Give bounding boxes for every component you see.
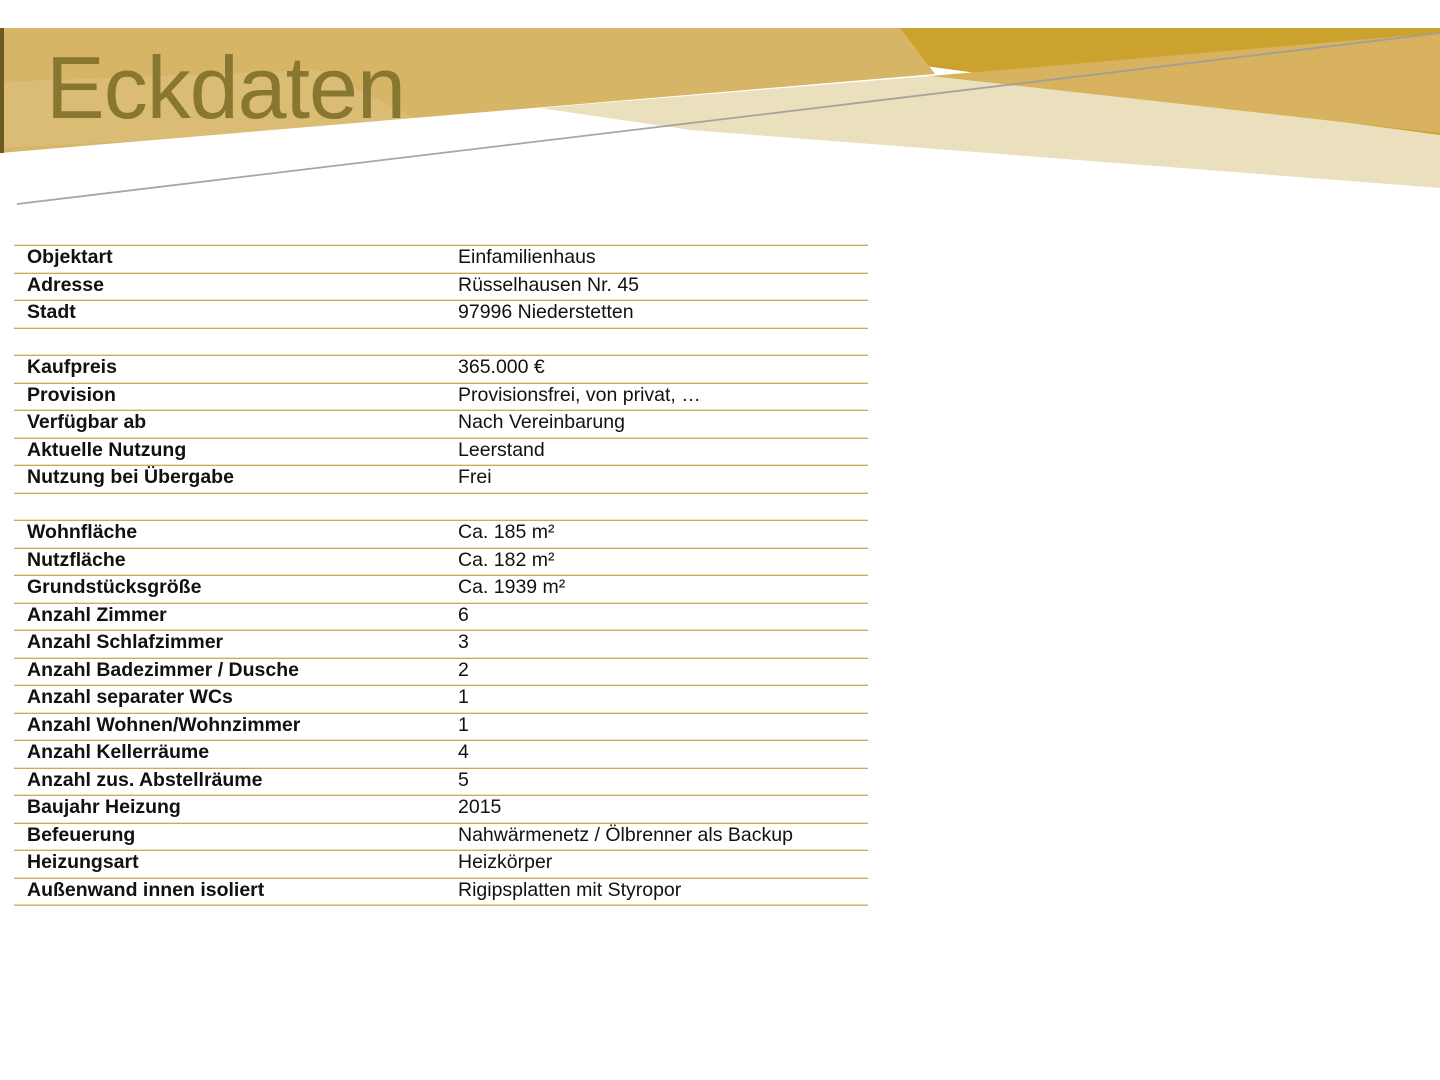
table-spacer-row (14, 327, 868, 355)
row-label: Anzahl zus. Abstellräume (27, 768, 263, 791)
row-value: 2 (458, 658, 469, 681)
row-label: Provision (27, 383, 116, 406)
row-label: Kaufpreis (27, 356, 117, 379)
table-row (14, 877, 868, 905)
table-row (14, 382, 868, 410)
table-row (14, 272, 868, 300)
row-value: Nach Vereinbarung (458, 411, 625, 434)
table-row (14, 739, 868, 767)
table-row (14, 684, 868, 712)
table-row (14, 299, 868, 327)
row-value: 6 (458, 603, 469, 626)
table-row (14, 849, 868, 877)
row-label: Heizungsart (27, 851, 139, 874)
table-spacer-row (14, 492, 868, 520)
table-row (14, 437, 868, 465)
row-label: Befeuerung (27, 823, 136, 846)
row-value: Heizkörper (458, 851, 553, 874)
row-value: 3 (458, 631, 469, 654)
row-value: 97996 Niederstetten (458, 301, 634, 324)
table-row (14, 547, 868, 575)
row-label: Baujahr Heizung (27, 796, 181, 819)
row-label: Anzahl Zimmer (27, 603, 167, 626)
row-label: Anzahl Kellerräume (27, 741, 210, 764)
table-row (14, 602, 868, 630)
slide-title: Eckdaten (46, 38, 405, 137)
table-row (14, 354, 868, 382)
row-value: Provisionsfrei, von privat, … (458, 383, 701, 406)
row-label: Grundstücksgröße (27, 576, 202, 599)
table-row (14, 712, 868, 740)
row-label: Nutzung bei Übergabe (27, 466, 234, 489)
row-value: 1 (458, 713, 469, 736)
table-row (14, 822, 868, 850)
row-value: Ca. 182 m² (458, 548, 555, 571)
row-value: 5 (458, 768, 469, 791)
row-label: Anzahl separater WCs (27, 686, 233, 709)
row-value: Leerstand (458, 438, 545, 461)
row-label: Anzahl Schlafzimmer (27, 631, 224, 654)
row-label: Anzahl Badezimmer / Dusche (27, 658, 299, 681)
row-value: Ca. 185 m² (458, 521, 555, 544)
row-label: Nutzfläche (27, 548, 126, 571)
left-edge-sliver-shape (0, 28, 4, 153)
table-row (14, 244, 868, 272)
row-value: Einfamilienhaus (458, 246, 596, 269)
table-row (14, 574, 868, 602)
row-label: Verfügbar ab (27, 411, 147, 434)
row-label: Außenwand innen isoliert (27, 878, 265, 901)
table-row (14, 657, 868, 685)
row-label: Objektart (27, 246, 113, 269)
row-value: Rigipsplatten mit Styropor (458, 878, 682, 901)
row-value: Frei (458, 466, 492, 489)
table-row (14, 519, 868, 547)
row-value: 2015 (458, 796, 502, 819)
table-row (14, 409, 868, 437)
row-value: 1 (458, 686, 469, 709)
row-value: Nahwärmenetz / Ölbrenner als Backup (458, 823, 793, 846)
table-row (14, 794, 868, 822)
row-value: Ca. 1939 m² (458, 576, 566, 599)
row-label: Wohnfläche (27, 521, 138, 544)
row-label: Adresse (27, 273, 104, 296)
key-facts-table (14, 244, 868, 906)
row-value: 365.000 € (458, 356, 545, 379)
row-value: 4 (458, 741, 469, 764)
table-row (14, 629, 868, 657)
row-label: Aktuelle Nutzung (27, 438, 187, 461)
table-row (14, 464, 868, 492)
header-decoration (0, 0, 1440, 230)
table-row (14, 767, 868, 795)
row-label: Anzahl Wohnen/Wohnzimmer (27, 713, 301, 736)
row-label: Stadt (27, 301, 76, 324)
row-value: Rüsselhausen Nr. 45 (458, 273, 640, 296)
